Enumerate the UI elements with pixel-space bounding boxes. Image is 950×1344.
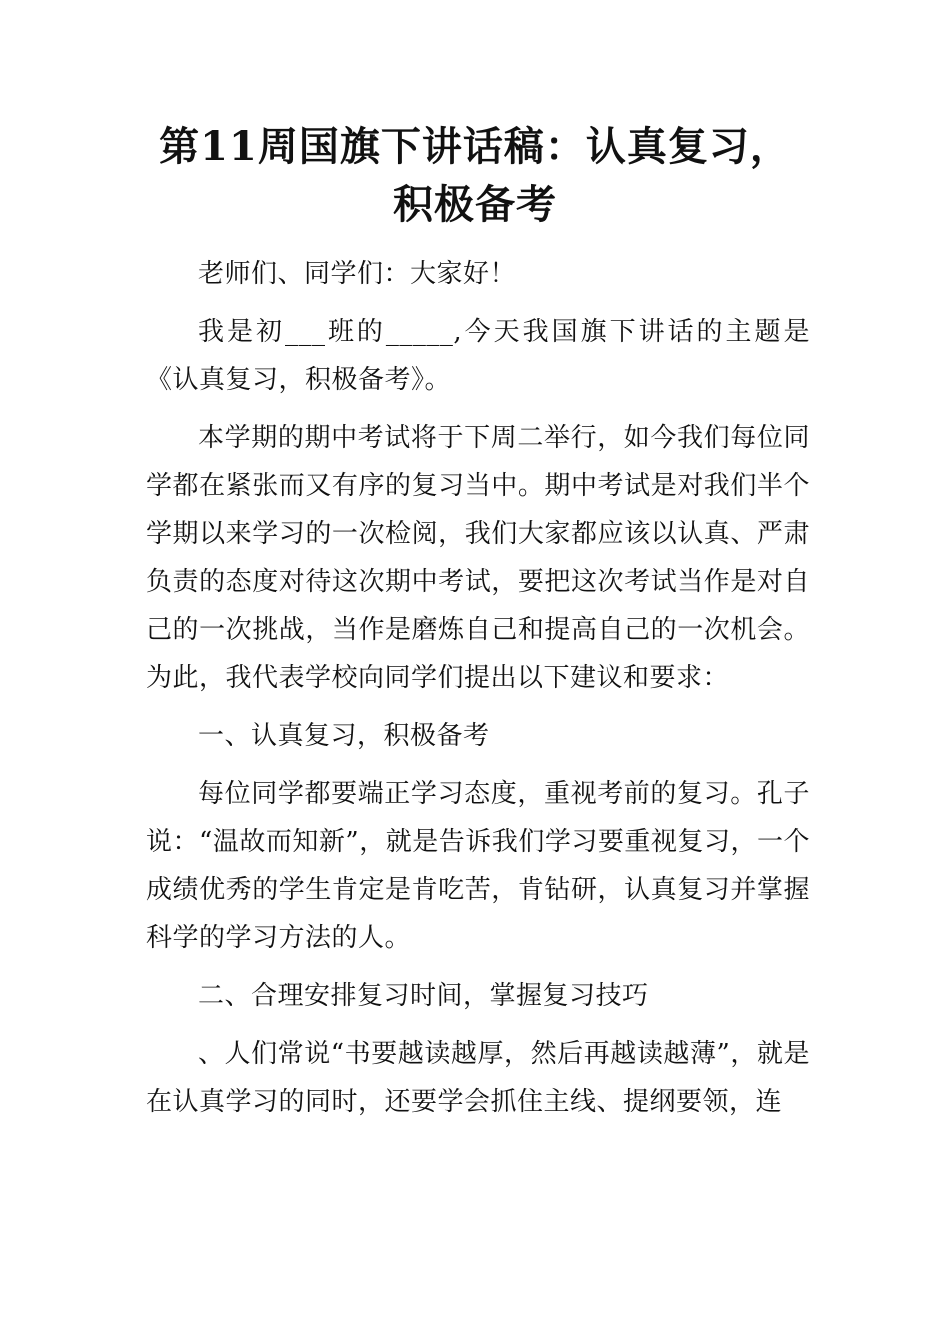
paragraph-section-2: 、人们常说“书要越读越厚，然后再越读越薄”，就是在认真学习的同时，还要学会抓住主线、提纲要领，连 (146, 1039, 810, 1117)
document-body (146, 250, 810, 1136)
document-title: 第11周国旗下讲话稿：认真复习，积极备考 (159, 123, 791, 228)
section-heading-1: 一、认真复习，积极备考 (198, 721, 490, 751)
paragraph-section-1: 每位同学都要端正学习态度，重视考前的复习。孔子说：“温故而知新”，就是告诉我们学习要重视复习，一个成绩优秀的学生肯定是肯吃苦，肯钻研，认真复习并掌握科学的学习方法的人。 (146, 779, 810, 953)
paragraph-exam-notice: 本学期的期中考试将于下周二举行，如今我们每位同学都在紧张而又有序的复习当中。期中考试是对我们半个学期以来学习的一次检阅，我们大家都应该以认真、严肃负责的态度对待这次期中考试，要把这次考试当作是对自己的一次挑战，当作是磨炼自己和提高自己的一次机会。为此，我代表学校向同学们提出以下建议和要求： (146, 423, 810, 693)
section-heading-2: 二、合理安排复习时间，掌握复习技巧 (198, 981, 649, 1011)
paragraph-greeting: 老师们、同学们：大家好！ (198, 259, 517, 289)
paragraph-intro: 我是初___班的_____,今天我国旗下讲话的主题是《认真复习，积极备考》。 (146, 317, 810, 395)
